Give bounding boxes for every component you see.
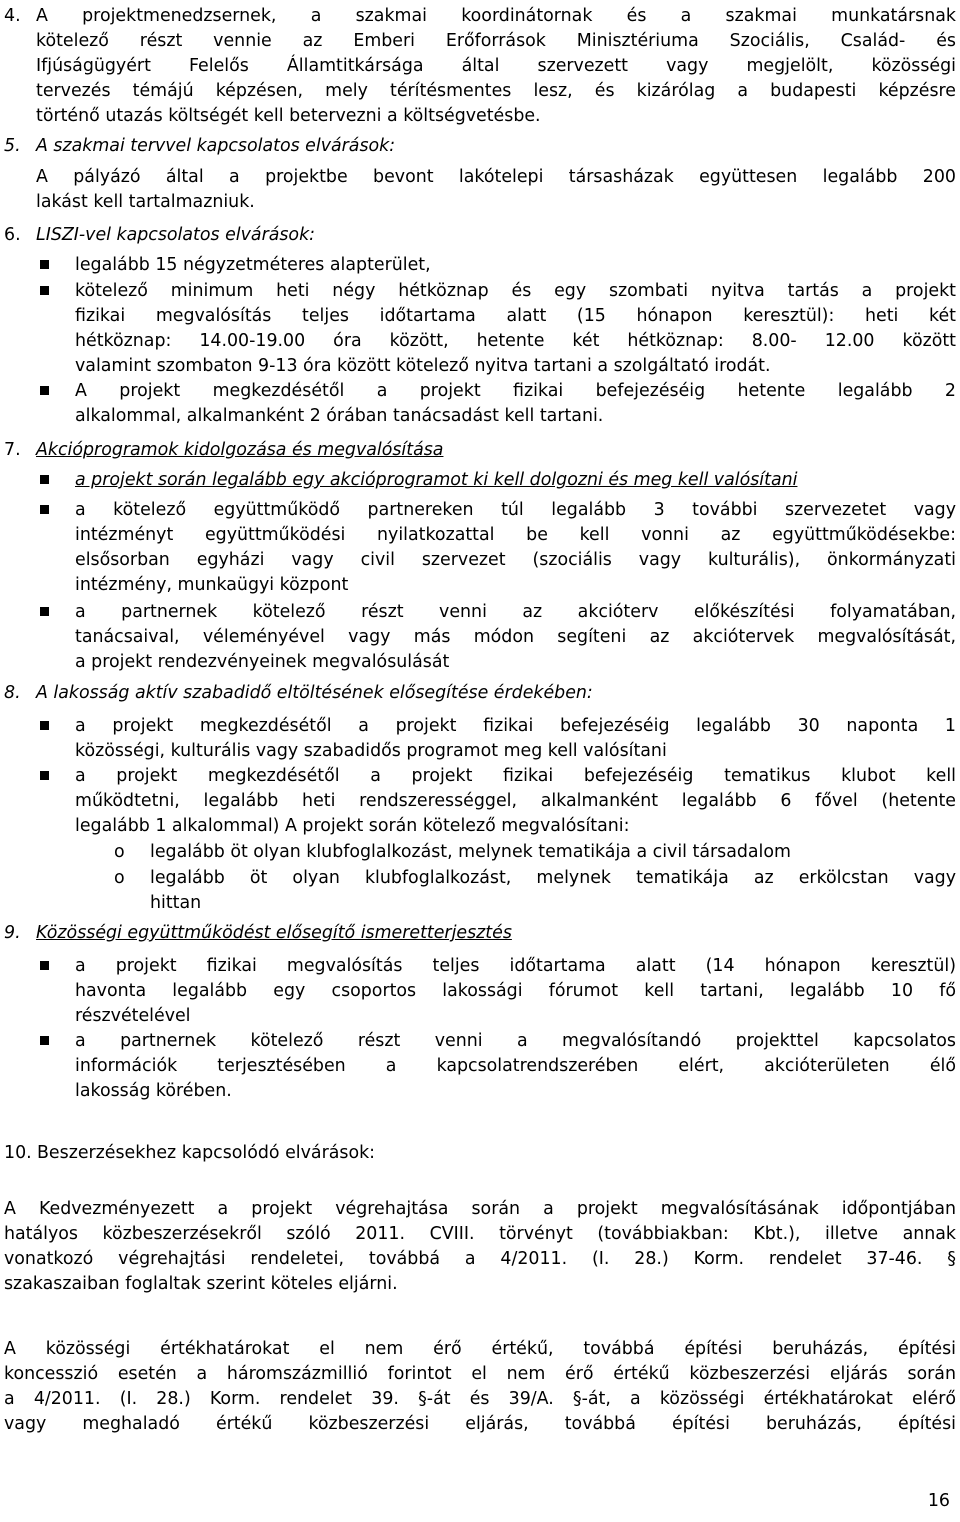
- bullet-square-icon: [40, 505, 49, 514]
- text-line: a partnernek kötelező részt venni a megvalósítandó projekttel kapcsolatos: [75, 1031, 956, 1051]
- text-line: a projekt fizikai megvalósítás teljes időtartama alatt (14 hónapon keresztül): [75, 956, 956, 976]
- text-line: LISZI-vel kapcsolatos elvárások:: [36, 225, 316, 245]
- text-line: hittan: [150, 893, 202, 913]
- text-line: legalább 15 négyzetméteres alapterület,: [75, 255, 431, 275]
- list-number: 10.: [4, 1143, 32, 1163]
- text-line: működtetni, legalább heti rendszerességgel, alkalmanként legalább 6 fővel (hetente: [75, 791, 956, 811]
- page-number: 16: [927, 1491, 950, 1511]
- text-line: a projekt során legalább egy akcióprogramot ki kell dolgozni és meg kell valósítani: [75, 470, 798, 490]
- bullet-square-icon: [40, 721, 49, 730]
- text-line: alkalommal, alkalmanként 2 órában tanácsadást kell tartani.: [75, 406, 604, 426]
- text-line: A szakmai tervvel kapcsolatos elvárások:: [36, 136, 396, 156]
- text-line: lakosság körében.: [75, 1081, 232, 1101]
- list-number: 5.: [4, 136, 21, 156]
- text-line: intézményt együttműködési nyilatkozattal be kell vonni az együttműködésekbe:: [75, 525, 956, 545]
- text-line: tervezés témájú képzésen, mely térítésmentes lesz, és kizárólag a budapesti képzésre: [36, 81, 956, 101]
- list-number: 8.: [4, 683, 21, 703]
- bullet-square-icon: [40, 607, 49, 616]
- text-line: a projekt megkezdésétől a projekt fizikai befejezéséig tematikus klubot kell: [75, 766, 956, 786]
- text-line: a 4/2011. (I. 28.) Korm. rendelet 39. §-át és 39/A. §-át, a közösségi értékhatárokat elérő: [4, 1389, 956, 1409]
- list-number: 7.: [4, 440, 21, 460]
- text-line: információk terjesztésében a kapcsolatrendszerében elért, akcióterületen élő: [75, 1056, 956, 1076]
- text-line: havonta legalább egy csoportos lakossági fórumot kell tartani, legalább 10 fő: [75, 981, 956, 1001]
- text-line: valamint szombaton 9-13 óra között kötelező nyitva tartani a szolgáltató irodát.: [75, 356, 771, 376]
- text-line: lakást kell tartalmazniuk.: [36, 192, 255, 212]
- list-number: 4.: [4, 6, 21, 26]
- text-line: kötelező minimum heti négy hétköznap és egy szombati nyitva tartás a projekt: [75, 281, 956, 301]
- bullet-circle-icon: o: [114, 868, 125, 888]
- bullet-square-icon: [40, 1036, 49, 1045]
- bullet-square-icon: [40, 286, 49, 295]
- bullet-circle-icon: o: [114, 842, 125, 862]
- text-line: a kötelező együttműködő partnereken túl legalább 3 további szervezetet vagy: [75, 500, 956, 520]
- text-line: A pályázó által a projektbe bevont lakótelepi társasházak együttesen legalább 200: [36, 167, 956, 187]
- text-line: kötelező részt vennie az Emberi Erőforrások Minisztériuma Szociális, Család- és: [36, 31, 956, 51]
- bullet-square-icon: [40, 386, 49, 395]
- text-line: koncesszió esetén a háromszázmillió forintot el nem érő értékű közbeszerzési eljárás során: [4, 1364, 956, 1384]
- text-line: A lakosság aktív szabadidő eltöltésének elősegítése érdekében:: [36, 683, 593, 703]
- text-line: Ifjúságügyért Felelős Államtitkársága által szervezett vagy megjelölt, közösségi: [36, 56, 956, 76]
- bullet-square-icon: [40, 771, 49, 780]
- text-line: A Kedvezményezett a projekt végrehajtása során a projekt megvalósításának időpontjában: [4, 1199, 956, 1219]
- text-line: legalább 1 alkalommal) A projekt során kötelező megvalósítani:: [75, 816, 630, 836]
- text-line: legalább öt olyan klubfoglalkozást, melynek tematikája a civil társadalom: [150, 842, 791, 862]
- text-line: a projekt rendezvényeinek megvalósulását: [75, 652, 450, 672]
- text-line: közösségi, kulturális vagy szabadidős programot meg kell valósítani: [75, 741, 667, 761]
- text-line: Közösségi együttműködést elősegítő ismeretterjesztés: [36, 923, 512, 943]
- text-line: tanácsaival, véleményével vagy más módon segíteni az akciótervek megvalósítását,: [75, 627, 956, 647]
- text-line: A közösségi értékhatárokat el nem érő értékű, továbbá építési beruházás, építési: [4, 1339, 956, 1359]
- text-line: a partnernek kötelező részt venni az akcióterv előkészítési folyamatában,: [75, 602, 956, 622]
- text-line: történő utazás költségét kell betervezni a költségvetésbe.: [36, 106, 541, 126]
- list-number: 6.: [4, 225, 21, 245]
- text-line: részvételével: [75, 1006, 191, 1026]
- text-line: fizikai megvalósítás teljes időtartama alatt (15 hónapon keresztül): heti két: [75, 306, 956, 326]
- text-line: hatályos közbeszerzésekről szóló 2011. CVIII. törvényt (továbbiakban: Kbt.), illetve annak: [4, 1224, 956, 1244]
- text-line: Beszerzésekhez kapcsolódó elvárások:: [37, 1143, 376, 1163]
- bullet-square-icon: [40, 260, 49, 269]
- bullet-square-icon: [40, 475, 49, 484]
- text-line: Akcióprogramok kidolgozása és megvalósítása: [36, 440, 444, 460]
- text-line: vonatkozó végrehajtási rendeletei, továbbá a 4/2011. (I. 28.) Korm. rendelet 37-46. §: [4, 1249, 956, 1269]
- text-line: vagy meghaladó értékű közbeszerzési eljárás, továbbá építési beruházás, építési: [4, 1414, 956, 1434]
- text-line: a projekt megkezdésétől a projekt fizikai befejezéséig legalább 30 naponta 1: [75, 716, 956, 736]
- bullet-square-icon: [40, 961, 49, 970]
- text-line: szakaszaiban foglaltak szerint köteles eljárni.: [4, 1274, 398, 1294]
- list-number: 9.: [4, 923, 21, 943]
- text-line: legalább öt olyan klubfoglalkozást, melynek tematikája az erkölcstan vagy: [150, 868, 956, 888]
- text-line: elsősorban egyházi vagy civil szervezet (szociális vagy kulturális), önkormányzati: [75, 550, 956, 570]
- text-line: intézmény, munkaügyi központ: [75, 575, 349, 595]
- text-line: A projektmenedzsernek, a szakmai koordinátornak és a szakmai munkatársnak: [36, 6, 956, 26]
- text-line: A projekt megkezdésétől a projekt fizikai befejezéséig hetente legalább 2: [75, 381, 956, 401]
- text-line: hétköznap: 14.00-19.00 óra között, hetente két hétköznap: 8.00- 12.00 között: [75, 331, 956, 351]
